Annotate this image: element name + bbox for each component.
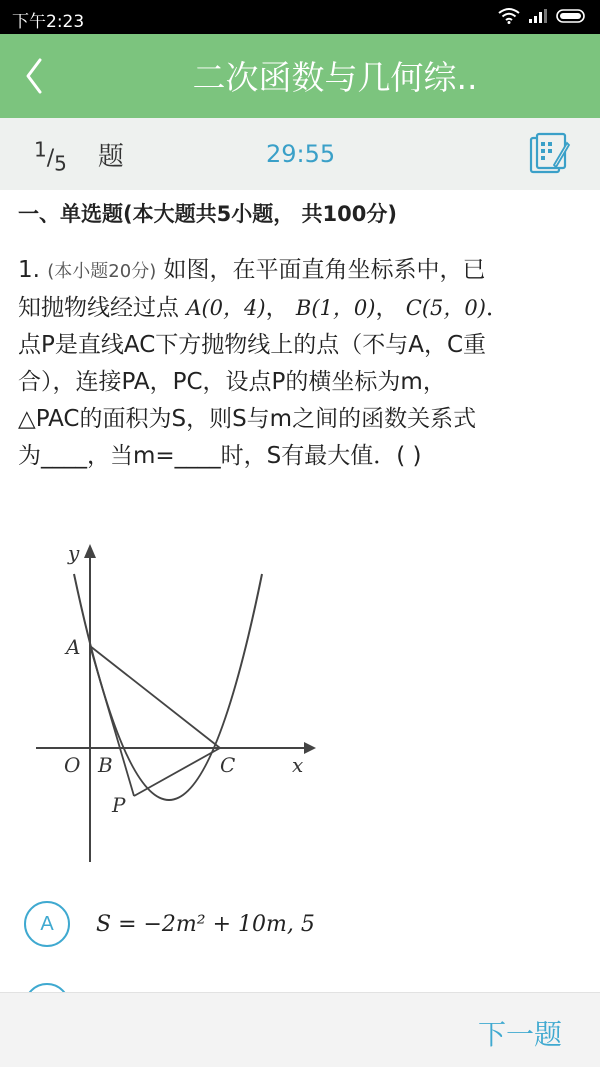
question-text-line-4: 合），连接PA，PC，设点P的横坐标为m，: [18, 369, 446, 395]
signal-icon: [528, 8, 548, 24]
label-p: P: [112, 793, 126, 817]
x-axis-arrow: [304, 742, 316, 754]
label-c: C: [220, 753, 236, 777]
label-x: x: [292, 753, 304, 777]
total-question-count: 5: [54, 151, 67, 176]
question-content: [0, 190, 600, 992]
answer-sheet-icon[interactable]: [528, 131, 570, 177]
label-a: A: [66, 635, 81, 659]
label-y: y: [68, 541, 80, 565]
bottom-bar: [0, 992, 600, 1067]
countdown-timer: 29:55: [266, 140, 336, 168]
question-text-line-2: 知抛物线经过点: [18, 295, 179, 321]
point-c: C(5，0): [405, 296, 486, 320]
question-text-line-3: 点P是直线AC下方抛物线上的点（不与A，C重: [18, 332, 487, 358]
status-time: 下午2:23: [12, 12, 85, 32]
point-a: A(0，4): [186, 296, 266, 320]
battery-icon: [556, 8, 588, 24]
label-o: O: [64, 753, 81, 777]
status-bar: [0, 0, 600, 34]
next-question-button[interactable]: 下一题: [477, 1018, 562, 1051]
parabola-figure: [30, 536, 320, 866]
segment-pc: [134, 748, 220, 796]
status-icons: [498, 8, 588, 24]
question-text-line-6: 为____，当m=____时，S有最大值．( ): [18, 443, 422, 469]
option-a-text: S = −2m² + 10m, 5: [96, 911, 315, 937]
option-a[interactable]: [24, 900, 315, 948]
question-score: (本小题20分): [47, 261, 157, 282]
section-title: 一、单选题(本大题共5小题， 共100分): [18, 202, 397, 226]
point-b: B(1，0): [295, 296, 376, 320]
info-bar: [0, 118, 600, 190]
page-title: 二次函数与几何综..: [192, 58, 478, 97]
question-text-line-5: △PAC的面积为S，则S与m之间的函数关系式: [18, 406, 477, 432]
question-line-2: 知抛物线经过点 A(0，4)， B(1，0)， C(5，0)．: [18, 295, 509, 321]
back-icon[interactable]: [18, 54, 58, 98]
current-question-number: 1: [34, 137, 47, 162]
label-b: B: [98, 753, 113, 777]
question-progress: 1/5 题: [34, 137, 124, 176]
question-number: 1.: [18, 257, 40, 283]
question-unit-label: 题: [97, 142, 124, 172]
segment-ac: [90, 646, 220, 748]
question-text-line-1: 如图，在平面直角坐标系中，已: [163, 257, 486, 283]
title-bar: [0, 34, 600, 118]
question-text: [18, 252, 584, 475]
y-axis-arrow: [84, 544, 96, 558]
option-a-letter: A: [24, 901, 70, 947]
question-line-1: [18, 252, 584, 290]
wifi-icon: [498, 8, 520, 24]
